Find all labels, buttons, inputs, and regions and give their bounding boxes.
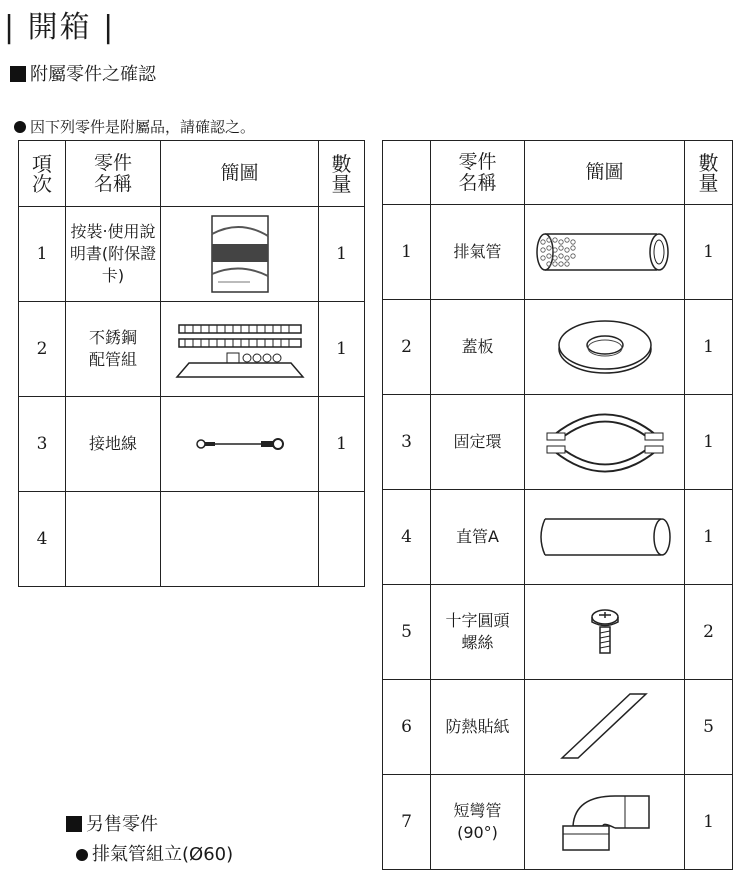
row-name: 排氣管 bbox=[431, 205, 525, 300]
fixing-ring-icon bbox=[545, 407, 665, 477]
row-diagram bbox=[525, 585, 685, 680]
elbow-pipe-icon bbox=[555, 790, 655, 854]
row-qty: 1 bbox=[685, 395, 733, 490]
row-diagram bbox=[525, 300, 685, 395]
row-qty: 1 bbox=[319, 207, 365, 302]
extras-heading bbox=[66, 810, 158, 836]
header-name: 零件名稱 bbox=[431, 141, 525, 205]
table-row bbox=[383, 205, 733, 300]
manual-booklet-icon bbox=[210, 214, 270, 294]
row-qty: 1 bbox=[685, 300, 733, 395]
header-qty: 數量 bbox=[685, 141, 733, 205]
row-name: 十字圓頭螺絲 bbox=[431, 585, 525, 680]
square-bullet-icon bbox=[10, 66, 26, 82]
table-row bbox=[383, 300, 733, 395]
heat-sticker-icon bbox=[560, 692, 650, 762]
row-number: 4 bbox=[383, 490, 431, 585]
row-diagram bbox=[525, 775, 685, 870]
row-qty: 2 bbox=[685, 585, 733, 680]
header-diagram: 簡圖 bbox=[161, 141, 319, 207]
note-text: 因下列零件是附屬品，請確認之。 bbox=[30, 118, 256, 136]
extras-item bbox=[76, 840, 233, 866]
parts-table-right bbox=[382, 140, 733, 870]
table-header-row bbox=[383, 141, 733, 205]
note bbox=[14, 116, 255, 137]
row-number: 3 bbox=[19, 397, 66, 492]
row-diagram bbox=[525, 680, 685, 775]
row-name bbox=[66, 492, 161, 587]
row-number: 3 bbox=[383, 395, 431, 490]
row-name: 短彎管(90°) bbox=[431, 775, 525, 870]
table-row bbox=[383, 395, 733, 490]
row-diagram bbox=[161, 207, 319, 302]
row-qty: 1 bbox=[319, 397, 365, 492]
row-diagram bbox=[161, 302, 319, 397]
page-title: | 開箱 | bbox=[4, 10, 116, 45]
table-row bbox=[383, 775, 733, 870]
row-diagram bbox=[161, 397, 319, 492]
pipe-set-icon bbox=[175, 317, 305, 381]
cross-head-screw-icon bbox=[590, 607, 620, 657]
header-item: 項次 bbox=[19, 141, 66, 207]
row-number: 1 bbox=[19, 207, 66, 302]
row-number: 6 bbox=[383, 680, 431, 775]
section-heading bbox=[10, 60, 156, 86]
row-diagram bbox=[161, 492, 319, 587]
row-name: 不銹鋼配管組 bbox=[66, 302, 161, 397]
table-header-row bbox=[19, 141, 365, 207]
header-diagram: 簡圖 bbox=[525, 141, 685, 205]
header-item bbox=[383, 141, 431, 205]
table-row bbox=[19, 397, 365, 492]
row-number: 4 bbox=[19, 492, 66, 587]
table-row bbox=[383, 490, 733, 585]
row-qty: 1 bbox=[685, 775, 733, 870]
bullet-icon bbox=[14, 121, 26, 133]
row-qty bbox=[319, 492, 365, 587]
extras-heading-text: 另售零件 bbox=[86, 814, 158, 835]
table-row bbox=[19, 302, 365, 397]
row-name: 接地線 bbox=[66, 397, 161, 492]
row-number: 1 bbox=[383, 205, 431, 300]
row-diagram bbox=[525, 490, 685, 585]
table-row bbox=[19, 207, 365, 302]
table-row bbox=[19, 492, 365, 587]
parts-table-left bbox=[18, 140, 365, 587]
row-qty: 1 bbox=[685, 205, 733, 300]
straight-pipe-icon bbox=[535, 515, 675, 559]
section-heading-text: 附屬零件之確認 bbox=[30, 64, 156, 85]
row-name: 固定環 bbox=[431, 395, 525, 490]
header-name: 零件名稱 bbox=[66, 141, 161, 207]
row-diagram bbox=[525, 205, 685, 300]
row-name: 直管A bbox=[431, 490, 525, 585]
cover-plate-icon bbox=[555, 317, 655, 377]
table-row bbox=[383, 585, 733, 680]
table-row bbox=[383, 680, 733, 775]
row-number: 7 bbox=[383, 775, 431, 870]
row-qty: 1 bbox=[319, 302, 365, 397]
header-qty: 數量 bbox=[319, 141, 365, 207]
exhaust-pipe-icon bbox=[535, 230, 675, 274]
row-name: 按裝‧使用說明書(附保證卡) bbox=[66, 207, 161, 302]
row-number: 5 bbox=[383, 585, 431, 680]
row-number: 2 bbox=[383, 300, 431, 395]
row-qty: 1 bbox=[685, 490, 733, 585]
row-number: 2 bbox=[19, 302, 66, 397]
row-qty: 5 bbox=[685, 680, 733, 775]
square-bullet-icon bbox=[66, 816, 82, 832]
row-name: 防熱貼紙 bbox=[431, 680, 525, 775]
extras-item-text: 排氣管組立(Ø60) bbox=[92, 844, 234, 865]
bullet-icon bbox=[76, 849, 88, 861]
row-diagram bbox=[525, 395, 685, 490]
ground-wire-icon bbox=[195, 436, 285, 452]
row-name: 蓋板 bbox=[431, 300, 525, 395]
